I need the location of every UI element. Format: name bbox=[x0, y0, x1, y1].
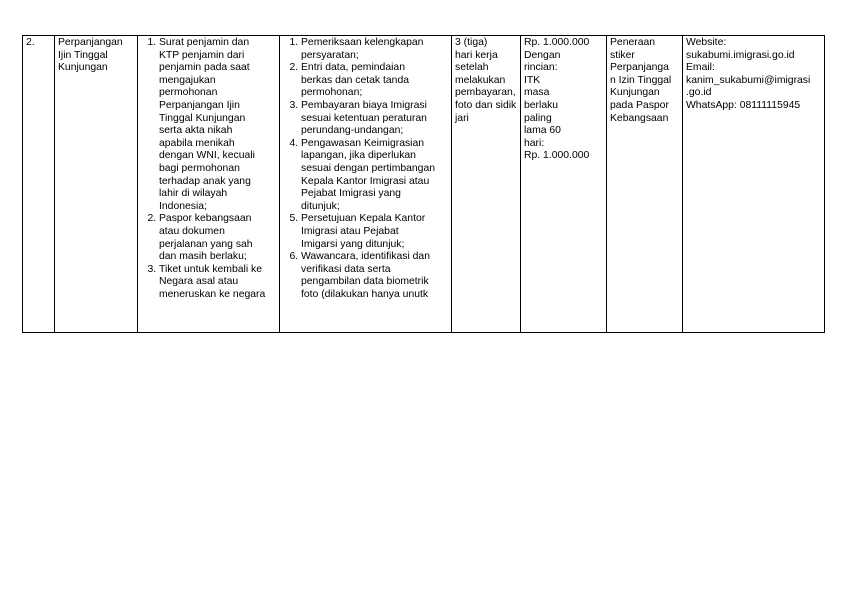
service-table bbox=[22, 35, 825, 333]
list-item: 2. Paspor kebangsaan atau dokumen perjalanan yang sah dan masih berlaku; bbox=[159, 213, 276, 263]
list-item: 2. Entri data, pemindaian berkas dan cetak tanda permohonan; bbox=[301, 62, 448, 100]
product-text: Peneraan stiker Perpanjanga n Izin Tinggal Kunjungan pada Paspor Kebangsaan bbox=[610, 37, 672, 124]
duration-text: 3 (tiga) hari kerja setelah melakukan pembayaran, foto dan sidik jari bbox=[455, 37, 517, 124]
procedure-cell bbox=[280, 36, 452, 333]
cost-text: Rp. 1.000.000 Dengan rincian: ITK masa berlaku paling lama 60 hari: Rp. 1.000.000 bbox=[524, 37, 590, 162]
list-item: 1. Pemeriksaan kelengkapan persyaratan; bbox=[301, 37, 448, 62]
duration-cell bbox=[452, 36, 521, 333]
requirements-cell bbox=[138, 36, 280, 333]
product-cell bbox=[607, 36, 683, 333]
cost-cell bbox=[521, 36, 607, 333]
list-item: 3. Pembayaran biaya Imigrasi sesuai ketentuan peraturan perundang-undangan; bbox=[301, 100, 448, 138]
requirements-list bbox=[141, 37, 276, 301]
list-item: 3. Tiket untuk kembali ke Negara asal atau meneruskan ke negara bbox=[159, 264, 276, 302]
table-row bbox=[23, 36, 825, 333]
row-number-cell bbox=[23, 36, 55, 333]
contact-text: Website: sukabumi.imigrasi.go.id Email: kanim_sukabumi@imigrasi .go.id WhatsApp: 08111115945 bbox=[686, 37, 811, 111]
service-name: Perpanjangan Ijin Tinggal Kunjungan bbox=[58, 37, 123, 74]
contact-cell bbox=[683, 36, 825, 333]
service-name-cell bbox=[55, 36, 138, 333]
list-item: 1. Surat penjamin dan KTP penjamin dari penjamin pada saat mengajukan permohonan Perpanjangan Ijin Tinggal Kunjungan serta akta nikah apabila menikah dengan WNI, kecuali bagi permohonan terhadap anak yang lahir di wilayah Indonesia; bbox=[159, 37, 276, 213]
list-item: 4. Pengawasan Keimigrasian lapangan, jika diperlukan sesuai dengan pertimbangan Kepala Kantor Imigrasi atau Pejabat Imigrasi yang ditunjuk; bbox=[301, 138, 448, 214]
procedure-list bbox=[283, 37, 448, 301]
list-item: 6. Wawancara, identifikasi dan verifikasi data serta pengambilan data biometrik foto (dilakukan hanya unutk bbox=[301, 251, 448, 301]
row-number: 2. bbox=[26, 37, 35, 48]
list-item: 5. Persetujuan Kepala Kantor Imigrasi atau Pejabat Imigarsi yang ditunjuk; bbox=[301, 213, 448, 251]
